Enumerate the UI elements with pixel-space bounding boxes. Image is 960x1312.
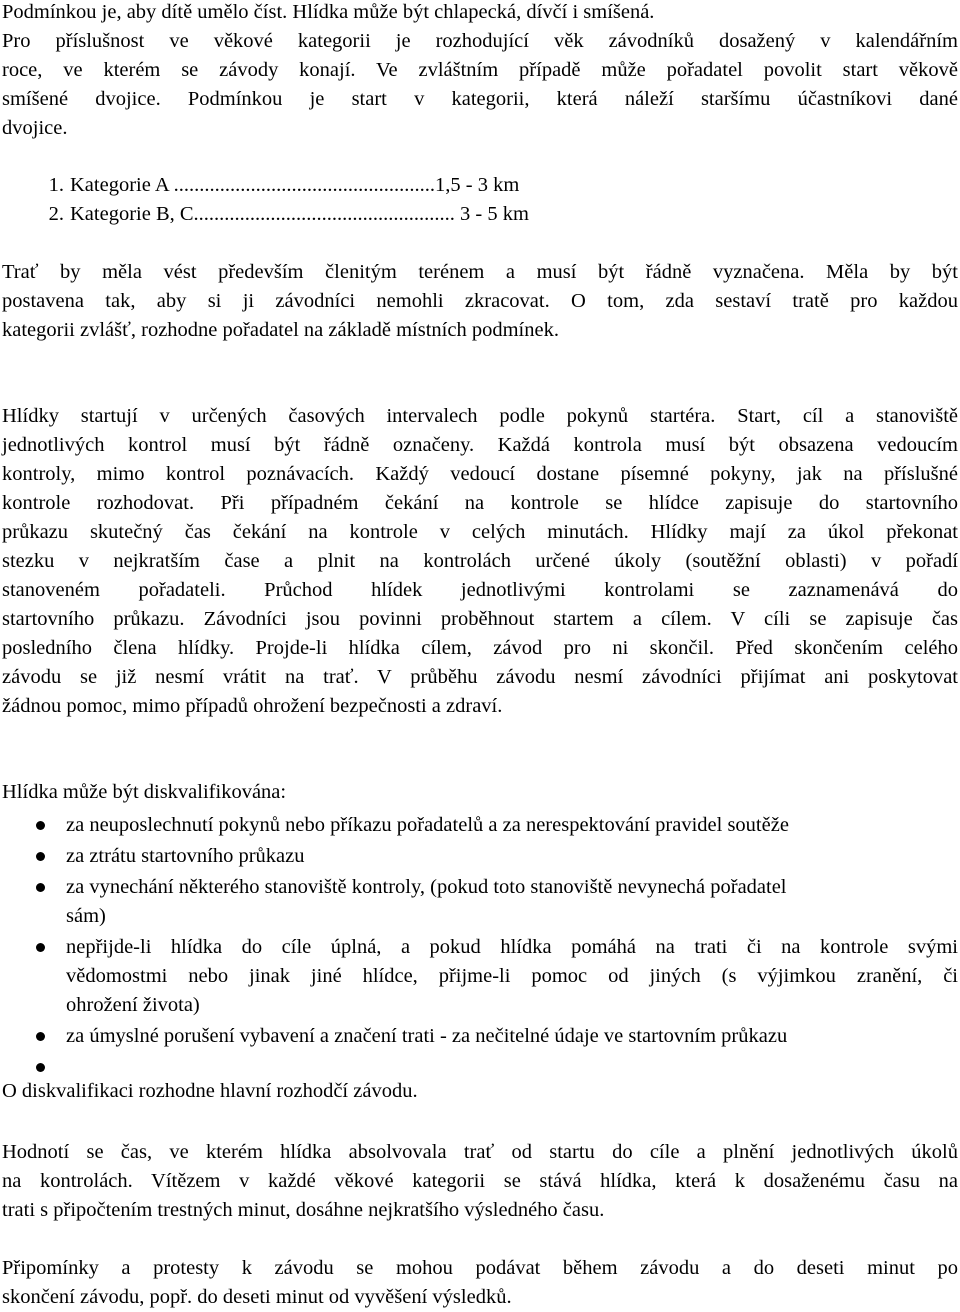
evaluation-line: Hodnotí se čas, ve kterém hlídka absolvovala trať od startu do cíle a plnění jednotlivých úkolů bbox=[2, 1141, 958, 1163]
track-line: kategorii zvlášť, rozhodne pořadatel na základě místních podmínek. bbox=[2, 319, 559, 341]
list-item-line: za vynechání některého stanoviště kontroly, (pokud toto stanoviště nevynechá pořadatel bbox=[66, 876, 787, 898]
disqualification-closing: O diskvalifikaci rozhodne hlavní rozhodčí závodu. bbox=[2, 1080, 418, 1102]
category-list bbox=[30, 171, 930, 229]
list-item bbox=[2, 1022, 958, 1051]
category-text: Kategorie B, C................................................... 3 - 5 km bbox=[70, 203, 529, 225]
patrols-line: kontrole rozhodovat. Při případném čekání na kontrole se hlídce zapisuje do startovního bbox=[2, 492, 958, 514]
intro-line: Pro příslušnost ve věkové kategorii je rozhodující věk závodníků dosažený v kalendářním bbox=[2, 30, 958, 52]
list-item-line: za neuposlechnutí pokynů nebo příkazu pořadatelů a za nerespektování pravidel soutěže bbox=[66, 814, 789, 836]
intro-line: roce, ve kterém se závody konají. Ve zvláštním případě může pořadatel povolit start věkově bbox=[2, 59, 958, 81]
disqualification-heading: Hlídka může být diskvalifikována: bbox=[2, 781, 287, 803]
list-item bbox=[2, 873, 958, 931]
patrols-line: stanoveném pořadateli. Průchod hlídek jednotlivými kontrolami se zaznamenává do bbox=[2, 579, 958, 601]
list-item bbox=[2, 1053, 958, 1082]
bullet-icon bbox=[36, 943, 45, 952]
list-item-line: sám) bbox=[66, 905, 106, 927]
bullet-icon bbox=[36, 852, 45, 861]
protests-line: Připomínky a protesty k závodu se mohou podávat během závodu a do deseti minut po bbox=[2, 1257, 958, 1279]
list-item-line bbox=[66, 1053, 958, 1082]
bullet-icon bbox=[36, 821, 45, 830]
patrols-line: závodu se již nesmí vrátit na trať. V průběhu závodu nesmí závodníci přijímat ani poskytovat bbox=[2, 666, 958, 688]
intro-paragraph bbox=[2, 0, 958, 143]
patrols-line: průkazu skutečný čas čekání na kontrole v celých minutách. Hlídky mají za úkol překonat bbox=[2, 521, 958, 543]
list-item bbox=[2, 842, 958, 871]
track-paragraph bbox=[2, 258, 958, 345]
evaluation-paragraph bbox=[2, 1138, 958, 1225]
protests-paragraph bbox=[2, 1254, 958, 1312]
list-item-line: nepřijde-li hlídka do cíle úplná, a pokud hlídka pomáhá na trati či na kontrole svými bbox=[66, 936, 958, 958]
list-item-line: za úmyslné porušení vybavení a značení trati - za nečitelné údaje ve startovním průkazu bbox=[66, 1025, 788, 1047]
list-item bbox=[2, 811, 958, 840]
track-line: Trať by měla vést především členitým terénem a musí být řádně vyznačena. Měla by být bbox=[2, 261, 958, 283]
category-text: Kategorie A ...................................................1,5 - 3 km bbox=[70, 174, 520, 196]
patrols-line: kontroly, mimo kontrol poznávacích. Každý vedoucí dostane písemné pokyny, jak na příslušné bbox=[2, 463, 958, 485]
category-number: 2. bbox=[48, 203, 64, 225]
patrols-line: žádnou pomoc, mimo případů ohrožení bezpečnosti a zdraví. bbox=[2, 695, 503, 717]
category-item-bc bbox=[30, 200, 930, 229]
evaluation-line: trati s připočtením trestných minut, dosáhne nejkratšího výsledného času. bbox=[2, 1199, 605, 1221]
patrols-line: stezku v nejkratším čase a plnit na kontrolách určené úkoly (soutěžní oblasti) v pořadí bbox=[2, 550, 958, 572]
intro-line: smíšené dvojice. Podmínkou je start v kategorii, která náleží staršímu účastníkovi dané bbox=[2, 88, 958, 110]
list-item-line: za ztrátu startovního průkazu bbox=[66, 845, 305, 867]
category-item-a bbox=[30, 171, 930, 200]
list-item bbox=[2, 933, 958, 1020]
patrols-line: jednotlivých kontrol musí být řádně označeny. Každá kontrola musí být obsazena vedoucím bbox=[2, 434, 958, 456]
intro-line: dvojice. bbox=[2, 117, 68, 139]
protests-line: skončení závodu, popř. do deseti minut od vyvěšení výsledků. bbox=[2, 1286, 512, 1308]
patrols-line: Hlídky startují v určených časových intervalech podle pokynů startéra. Start, cíl a stanoviště bbox=[2, 405, 958, 427]
evaluation-line: na kontrolách. Vítězem v každé věkové kategorii se stává hlídka, která k dosaženému času na bbox=[2, 1170, 958, 1192]
bullet-icon bbox=[36, 883, 45, 892]
list-item-line: ohrožení života) bbox=[66, 994, 200, 1016]
list-item-line: vědomostmi nebo jinak jiné hlídce, přijme-li pomoc od jiných (s výjimkou zranění, či bbox=[66, 965, 958, 987]
intro-line: Podmínkou je, aby dítě umělo číst. Hlídka může být chlapecká, dívčí i smíšená. bbox=[2, 1, 655, 23]
bullet-icon bbox=[36, 1063, 45, 1072]
disqualification-list bbox=[2, 811, 958, 1082]
track-line: postavena tak, aby si ji závodníci nemohli zkracovat. O tom, zda sestaví tratě pro každou bbox=[2, 290, 958, 312]
category-number: 1. bbox=[48, 174, 64, 196]
patrols-paragraph bbox=[2, 402, 958, 721]
patrols-line: posledního člena hlídky. Projde-li hlídka cílem, závod pro ni skončil. Před skončením celého bbox=[2, 637, 958, 659]
bullet-icon bbox=[36, 1032, 45, 1041]
patrols-line: startovního průkazu. Závodníci jsou povinni proběhnout startem a cílem. V cíli se zapisuje čas bbox=[2, 608, 958, 630]
